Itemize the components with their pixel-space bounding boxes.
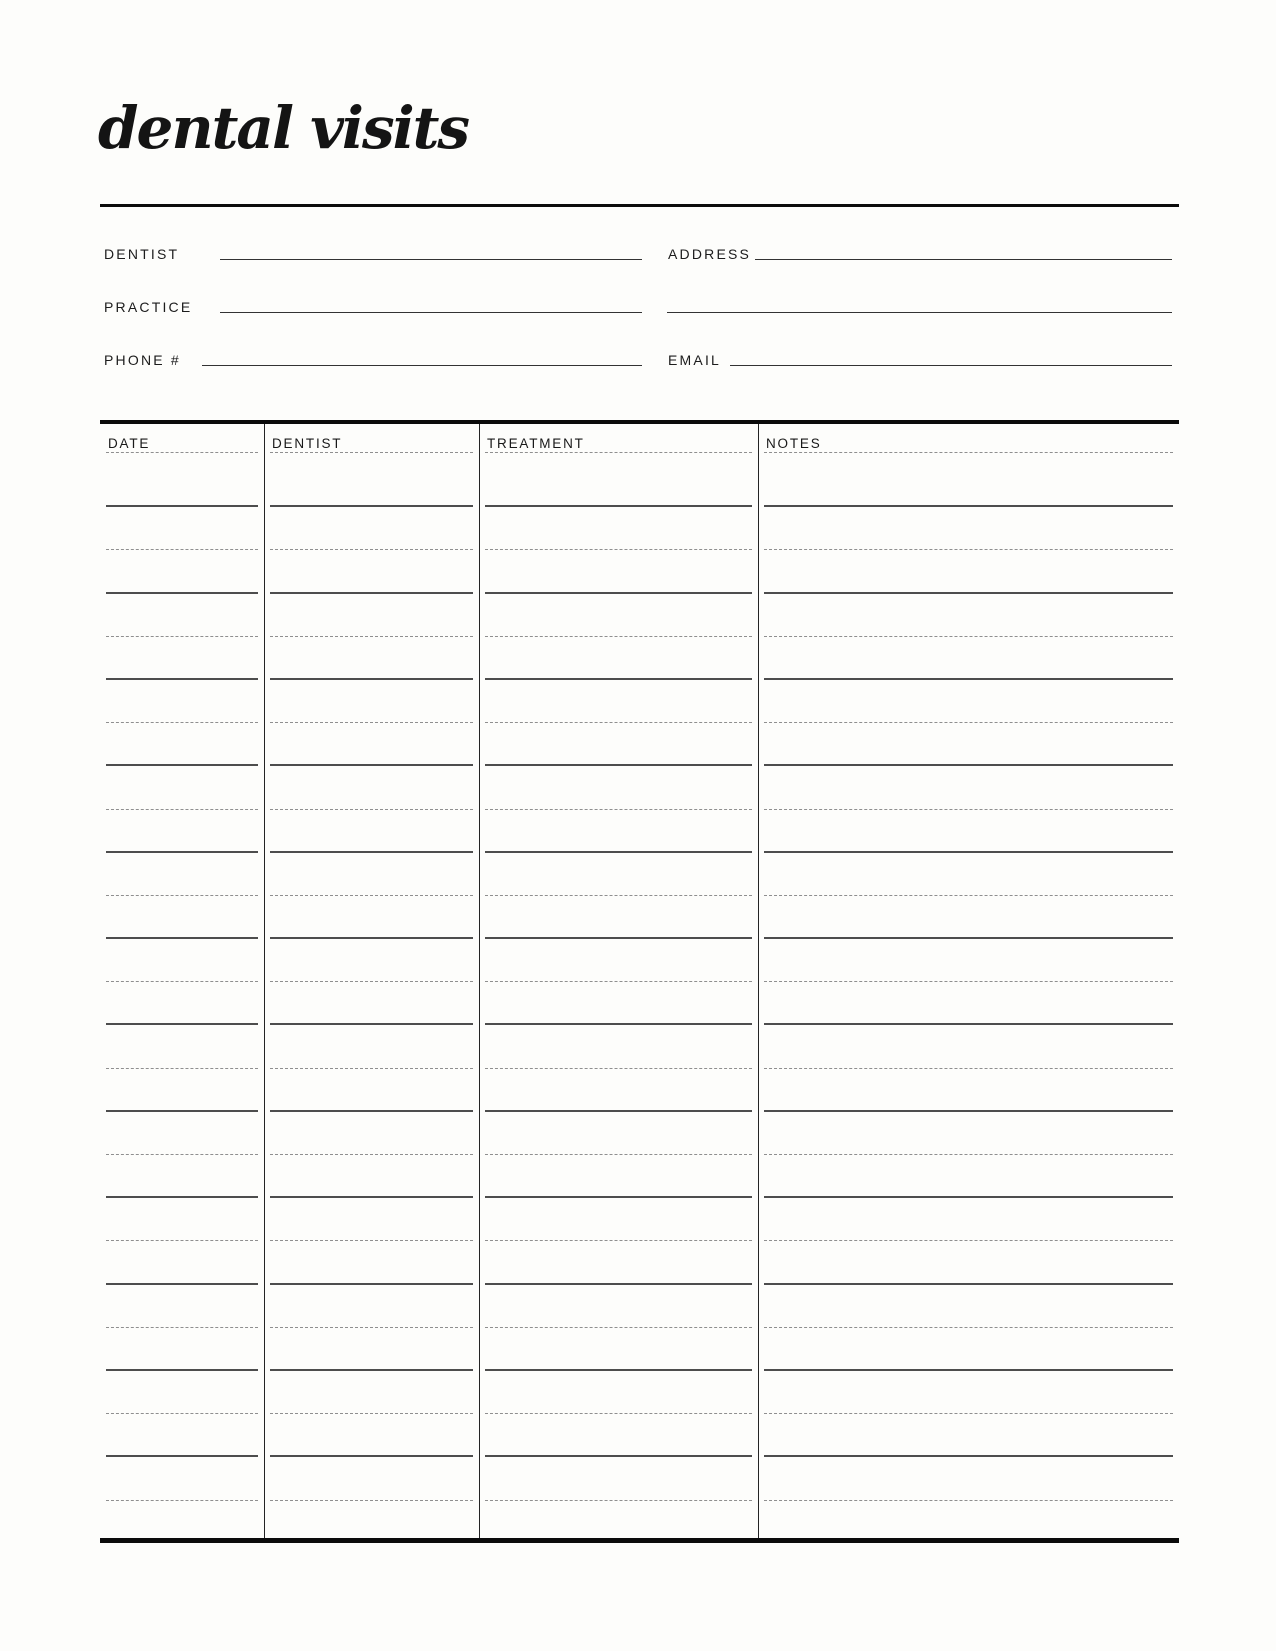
table-row [100,723,1179,766]
phone-field-label: PHONE # [104,352,181,368]
table-cell-blank [264,896,479,939]
table-cell-blank [264,1457,479,1500]
table-cell-blank [758,1457,1179,1500]
table-cell-blank [100,1328,264,1371]
table-cell-blank [758,1155,1179,1198]
table-row [100,464,1179,507]
table-cell-blank [758,507,1179,550]
table-cell-blank [758,1069,1179,1112]
table-row [100,1155,1179,1198]
table-cell-blank [264,680,479,723]
table-row [100,1241,1179,1284]
table-cell-blank [264,550,479,593]
table-row [100,1069,1179,1112]
table-cell-blank [758,550,1179,593]
header-underline [764,452,1173,453]
title-divider-rule [100,204,1179,207]
table-rows [100,424,1179,1538]
table-row [100,1285,1179,1328]
table-cell-blank [758,723,1179,766]
table-cell-blank [758,1414,1179,1457]
email-field-label: EMAIL [668,352,722,368]
table-row [100,1457,1179,1500]
table-cell-blank [479,1328,758,1371]
table-cell-blank [479,464,758,507]
table-cell-blank [479,1414,758,1457]
table-cell-blank [479,1069,758,1112]
table-cell-blank [479,637,758,680]
table-row [100,1328,1179,1371]
table-cell-blank [479,680,758,723]
table-cell-blank [100,1371,264,1414]
table-row [100,1025,1179,1068]
table-cell-blank [100,1198,264,1241]
table-cell-blank [479,507,758,550]
table-cell-blank [100,1285,264,1328]
table-cell-blank [479,550,758,593]
table-cell-blank [100,853,264,896]
treatment-column-header: TREATMENT [487,436,585,451]
header-cell-treatment [479,435,758,453]
visits-table [100,420,1179,1543]
table-cell-blank [264,810,479,853]
table-cell-blank [479,723,758,766]
practice-write-line [220,312,642,313]
table-cell-blank [479,1501,758,1539]
table-cell-blank [100,1069,264,1112]
header-cell-dentist [264,435,479,453]
table-cell-blank [479,1155,758,1198]
table-cell-blank [758,766,1179,809]
notes-column-header: NOTES [766,436,822,451]
table-cell-blank [264,1371,479,1414]
table-cell-blank [758,464,1179,507]
table-cell-blank [758,939,1179,982]
table-cell-blank [264,766,479,809]
table-cell-blank [264,1025,479,1068]
table-cell-blank [758,1501,1179,1539]
table-cell-blank [479,766,758,809]
table-cell-blank [100,1112,264,1155]
table-cell-blank [100,1414,264,1457]
table-cell-blank [100,723,264,766]
header-cell-notes [758,435,1179,453]
table-cell-blank [264,1241,479,1284]
table-cell-blank [479,1371,758,1414]
table-row [100,766,1179,809]
table-cell-blank [479,896,758,939]
table-cell-blank [758,1285,1179,1328]
table-cell-blank [479,810,758,853]
address-write-line-2 [667,312,1172,313]
table-cell-blank [758,1328,1179,1371]
table-cell-blank [264,1285,479,1328]
table-row [100,1371,1179,1414]
table-cell-blank [100,939,264,982]
table-row [100,507,1179,550]
table-cell-blank [100,680,264,723]
dentist-column-header: DENTIST [272,436,343,451]
header-underline [106,452,258,453]
table-header-row [100,424,1179,464]
table-cell-blank [100,637,264,680]
table-cell-blank [100,1501,264,1539]
table-cell-blank [479,982,758,1025]
table-cell-blank [758,810,1179,853]
table-row [100,1112,1179,1155]
table-cell-blank [479,1457,758,1500]
table-cell-blank [100,464,264,507]
table-cell-blank [264,1112,479,1155]
table-cell-blank [100,594,264,637]
header-cell-date [100,435,264,453]
table-row [100,1501,1179,1539]
table-cell-blank [264,464,479,507]
table-cell-blank [264,1069,479,1112]
table-cell-blank [264,1414,479,1457]
header-underline [485,452,752,453]
table-cell-blank [264,723,479,766]
dentist-write-line [220,259,642,260]
header-underline [270,452,473,453]
practice-field-label: PRACTICE [104,299,193,315]
table-cell-blank [758,1112,1179,1155]
table-cell-blank [758,1241,1179,1284]
email-write-line [730,365,1172,366]
table-row [100,1414,1179,1457]
table-cell-blank [758,1198,1179,1241]
table-cell-blank [100,1025,264,1068]
table-cell-blank [264,853,479,896]
table-row [100,896,1179,939]
table-cell-blank [758,982,1179,1025]
table-cell-blank [264,637,479,680]
table-cell-blank [758,594,1179,637]
table-cell-blank [100,982,264,1025]
table-cell-blank [479,853,758,896]
table-cell-blank [264,982,479,1025]
table-cell-blank [264,594,479,637]
address-write-line [755,259,1172,260]
table-cell-blank [100,1457,264,1500]
table-cell-blank [758,1371,1179,1414]
table-cell-blank [479,1285,758,1328]
table-cell-blank [100,896,264,939]
phone-write-line [202,365,642,366]
table-row [100,982,1179,1025]
table-row [100,680,1179,723]
table-cell-blank [479,1241,758,1284]
table-cell-blank [758,680,1179,723]
table-cell-blank [100,1155,264,1198]
table-cell-blank [100,507,264,550]
table-row [100,1198,1179,1241]
table-row [100,853,1179,896]
table-cell-blank [264,1155,479,1198]
table-cell-blank [758,853,1179,896]
table-row [100,810,1179,853]
address-field-label: ADDRESS [668,246,752,262]
table-row [100,594,1179,637]
table-cell-blank [264,939,479,982]
table-row [100,550,1179,593]
table-cell-blank [758,896,1179,939]
table-cell-blank [100,1241,264,1284]
dentist-field-label: DENTIST [104,246,180,262]
table-cell-blank [758,637,1179,680]
table-cell-blank [758,1025,1179,1068]
table-cell-blank [479,1025,758,1068]
table-cell-blank [479,1198,758,1241]
page-title: dental visits [98,93,469,162]
table-cell-blank [264,1328,479,1371]
table-cell-blank [100,550,264,593]
table-cell-blank [479,1112,758,1155]
table-cell-blank [479,939,758,982]
table-cell-blank [264,1501,479,1539]
table-row [100,637,1179,680]
table-cell-blank [100,810,264,853]
date-column-header: DATE [108,436,151,451]
table-cell-blank [100,766,264,809]
table-cell-blank [264,1198,479,1241]
table-cell-blank [479,594,758,637]
table-row [100,939,1179,982]
table-cell-blank [264,507,479,550]
